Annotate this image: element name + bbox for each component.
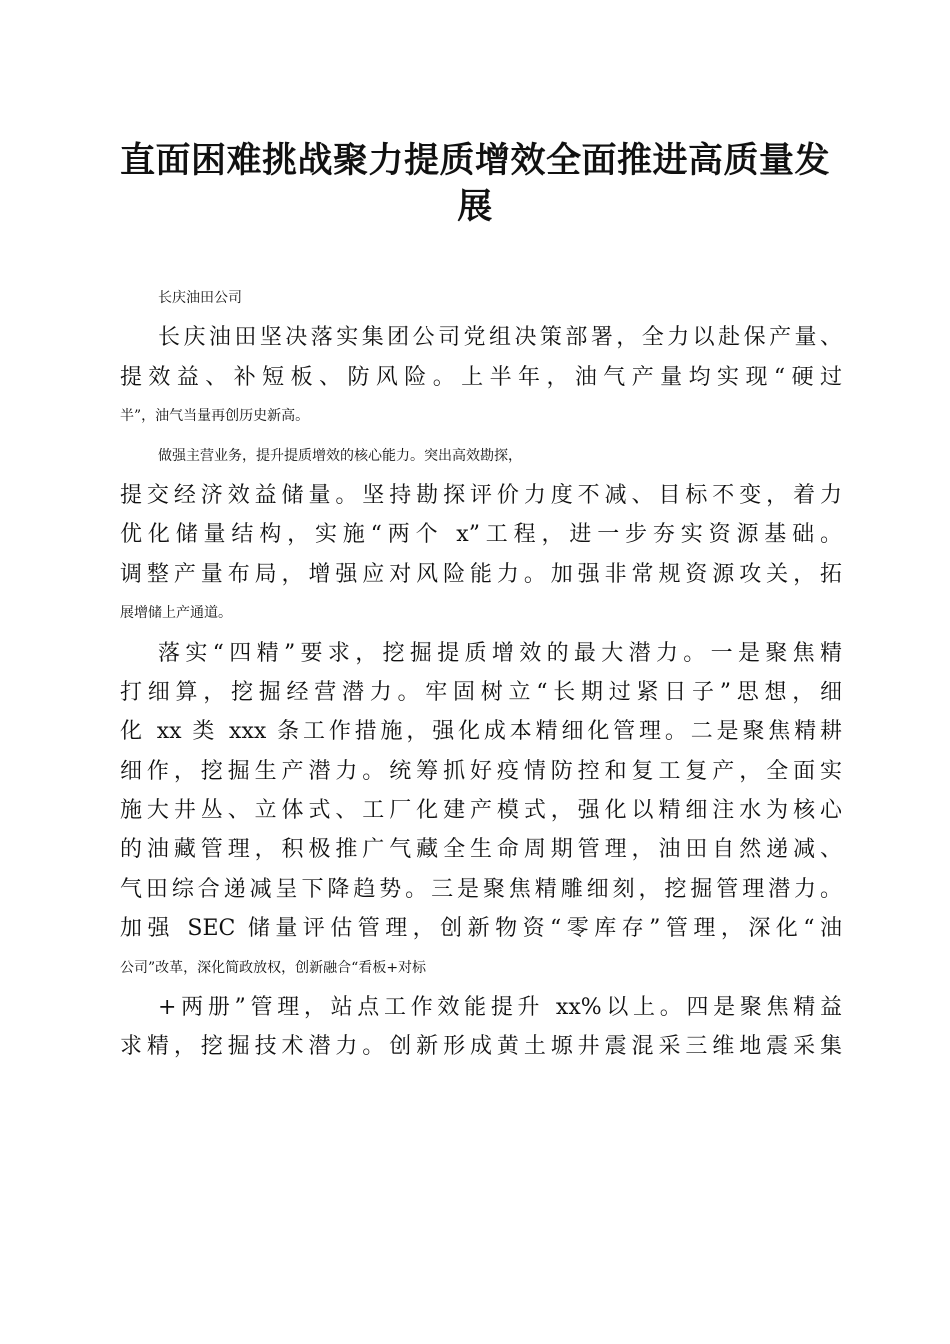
paragraph-line: 调整产量布局，增强应对风险能力。加强非常规资源攻关，拓 xyxy=(120,561,842,587)
paragraph-line: 落实“四精”要求，挖掘提质增效的最大潜力。一是聚焦精 xyxy=(158,640,842,666)
paragraph-line: +两册”管理，站点工作效能提升 xx%以上。四是聚焦精益 xyxy=(158,995,842,1021)
paragraph-line: 气田综合递减呈下降趋势。三是聚焦精雕细刻，挖掘管理潜力。 xyxy=(120,876,842,902)
paragraph-line: 求精，挖掘技术潜力。创新形成黄土塬井震混采三维地震采集 xyxy=(120,1034,842,1060)
paragraph-line: 展增储上产通道。 xyxy=(120,605,232,622)
paragraph-line: 长庆油田坚决落实集团公司党组决策部署，全力以赴保产量、 xyxy=(158,325,842,351)
paragraph-line: 做强主营业务，提升提质增效的核心能力。突出高效勘探， xyxy=(158,447,522,464)
paragraph-line: 加强 SEC 储量评估管理，创新物资“零库存”管理，深化“油 xyxy=(120,916,842,942)
title-line-2: 展 xyxy=(457,186,493,227)
paragraph-line: 细作，挖掘生产潜力。统筹抓好疫情防控和复工复产，全面实 xyxy=(120,758,842,784)
title-line-1: 直面困难挑战聚力提质增效全面推进高质量发 xyxy=(119,140,830,181)
paragraph-line: 提效益、补短板、防风险。上半年，油气产量均实现“硬过 xyxy=(120,364,842,390)
author-line: 长庆油田公司 xyxy=(158,290,242,306)
paragraph-line: 化 xx 类 xxx 条工作措施，强化成本精细化管理。二是聚焦精耕 xyxy=(120,719,842,745)
paragraph-line: 提交经济效益储量。坚持勘探评价力度不减、目标不变，着力 xyxy=(120,482,842,508)
paragraph-line: 施大井丛、立体式、工厂化建产模式，强化以精细注水为核心 xyxy=(120,798,842,824)
paragraph-line: 的油藏管理，积极推广气藏全生命周期管理，油田自然递减、 xyxy=(120,837,842,863)
paragraph-line: 公司”改革，深化简政放权，创新融合“看板+对标 xyxy=(120,959,427,976)
paragraph-line: 半”，油气当量再创历史新高。 xyxy=(120,408,310,425)
paragraph-line: 优化储量结构，实施“两个 x”工程，进一步夯实资源基础。 xyxy=(120,522,842,548)
document-body xyxy=(120,279,860,1067)
paragraph-line: 打细算，挖掘经营潜力。牢固树立“长期过紧日子”思想，细 xyxy=(120,679,842,705)
document-title xyxy=(110,138,840,230)
